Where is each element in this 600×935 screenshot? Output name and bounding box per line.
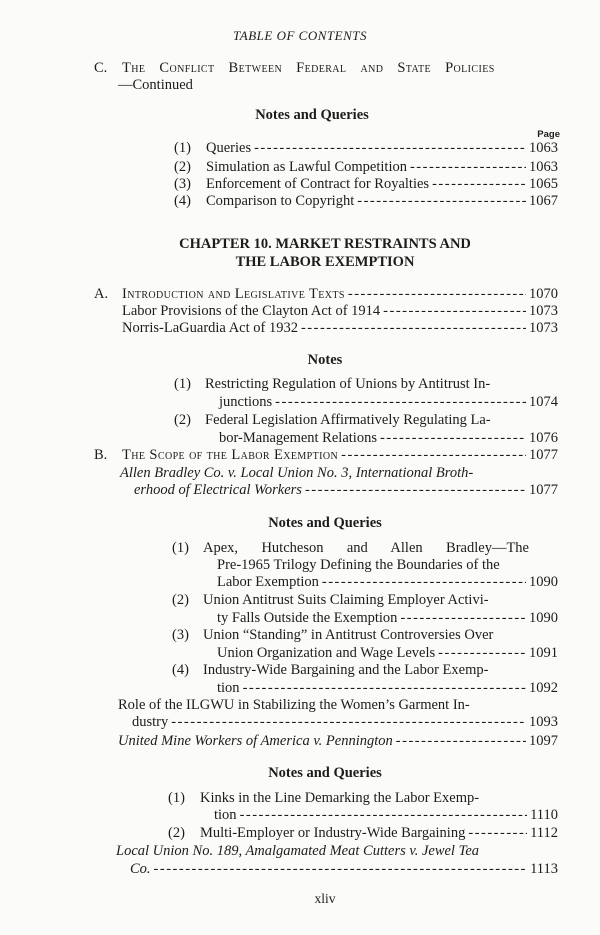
- nq2-item-3-line1: Union “Standing” in Antitrust Controversies Over: [203, 627, 494, 643]
- nq2-item-4-page: 1092: [529, 680, 558, 696]
- notes-item-2-page: 1076: [529, 430, 558, 446]
- nq2-heading: Notes and Queries: [268, 515, 382, 531]
- ilgwu-page: 1093: [529, 714, 558, 730]
- nq1-item-4: [206, 193, 558, 210]
- notes-item-1-line2: junctions: [219, 394, 273, 410]
- leader-dots: [400, 610, 526, 627]
- nq2-item-2: [217, 610, 558, 627]
- leader-dots: [243, 680, 526, 697]
- running-head: TABLE OF CONTENTS: [233, 28, 367, 43]
- section-a-entry-1-text: Labor Provisions of the Clayton Act of 1914: [122, 303, 381, 319]
- notes-item-2: [219, 430, 558, 447]
- nq2-item-4-num: (4): [172, 662, 189, 678]
- local189-case: [130, 861, 558, 878]
- nq2-item-2-line1: Union Antitrust Suits Claiming Employer Activi-: [203, 592, 489, 608]
- nq3-item-2-page: 1112: [530, 825, 558, 841]
- nq2-item-1: [217, 574, 558, 591]
- nq1-heading: Notes and Queries: [255, 107, 369, 123]
- section-a-entry-1: [122, 303, 558, 320]
- page-column-label: Page: [537, 129, 560, 140]
- leader-dots: [468, 825, 527, 842]
- section-b: [122, 447, 558, 464]
- nq3-item-1-line1: Kinks in the Line Demarking the Labor Exemp-: [200, 790, 480, 806]
- ilgwu-entry: [132, 714, 558, 731]
- allen-bradley-line2: erhood of Electrical Workers: [134, 482, 302, 498]
- notes-item-2-num: (2): [174, 412, 191, 428]
- nq3-item-1: [214, 807, 558, 824]
- page-folio: xliv: [314, 891, 336, 906]
- section-c-title: [122, 60, 534, 77]
- nq2-item-4-line1: Industry-Wide Bargaining and the Labor Exemp-: [203, 662, 489, 678]
- section-a-entry-2: [122, 320, 558, 337]
- leader-dots: [305, 482, 526, 499]
- leader-dots: [410, 159, 526, 176]
- section-c-title-text: The Conflict Between Federal and State Policies: [122, 60, 495, 76]
- nq1-item-4-text: Comparison to Copyright: [206, 193, 355, 209]
- notes-item-1-page: 1074: [529, 394, 558, 410]
- umw-case-page: 1097: [529, 733, 558, 749]
- allen-bradley-page: 1077: [529, 482, 558, 498]
- nq2-item-3-num: (3): [172, 627, 189, 643]
- section-a-entry-1-page: 1073: [529, 303, 558, 319]
- nq1-item-3-page: 1065: [529, 176, 558, 192]
- umw-case-title: United Mine Workers of America v. Pennington: [118, 733, 393, 749]
- notes-item-1: [219, 394, 558, 411]
- nq3-item-2-num: (2): [168, 825, 185, 841]
- nq1-item-2: [206, 159, 558, 176]
- nq2-item-1-line1: Apex, Hutcheson and Allen Bradley—The: [203, 540, 529, 556]
- nq2-item-4-line2: tion: [217, 680, 240, 696]
- section-c-letter: C.: [94, 60, 108, 76]
- nq1-item-2-num: (2): [174, 159, 191, 175]
- chapter-heading-line1: CHAPTER 10. MARKET RESTRAINTS AND: [179, 236, 471, 252]
- nq2-item-1-num: (1): [172, 540, 189, 556]
- leader-dots: [348, 286, 526, 303]
- umw-case: [118, 733, 558, 750]
- leader-dots: [275, 394, 526, 411]
- nq3-item-2: [200, 825, 558, 842]
- nq1-item-4-page: 1067: [529, 193, 558, 209]
- leader-dots: [171, 714, 526, 731]
- notes-item-2-line1: Federal Legislation Affirmatively Regulating La-: [205, 412, 491, 428]
- section-a-entry-2-page: 1073: [529, 320, 558, 336]
- nq3-item-2-text: Multi-Employer or Industry-Wide Bargaining: [200, 825, 466, 841]
- section-b-title: The Scope of the Labor Exemption: [122, 447, 339, 463]
- leader-dots: [380, 430, 526, 447]
- leader-dots: [240, 807, 528, 824]
- nq3-heading: Notes and Queries: [268, 765, 382, 781]
- leader-dots: [254, 140, 526, 157]
- nq2-item-3: [217, 645, 558, 662]
- nq2-item-3-line2: Union Organization and Wage Levels: [217, 645, 436, 661]
- section-a-entry-2-text: Norris-LaGuardia Act of 1932: [122, 320, 298, 336]
- notes-item-2-line2: bor-Management Relations: [219, 430, 377, 446]
- allen-bradley-line1: Allen Bradley Co. v. Local Union No. 3, International Broth-: [120, 465, 474, 481]
- nq3-item-1-num: (1): [168, 790, 185, 806]
- section-b-letter: B.: [94, 447, 108, 463]
- leader-dots: [301, 320, 526, 337]
- notes-heading: Notes: [307, 352, 343, 368]
- nq2-item-3-page: 1091: [529, 645, 558, 661]
- local189-page: 1113: [530, 861, 558, 877]
- leader-dots: [383, 303, 526, 320]
- nq2-item-1-line2: Pre-1965 Trilogy Defining the Boundaries of the: [217, 557, 500, 573]
- leader-dots: [154, 861, 528, 878]
- ilgwu-line1: Role of the ILGWU in Stabilizing the Women’s Garment In-: [118, 697, 470, 713]
- nq1-item-3-text: Enforcement of Contract for Royalties: [206, 176, 430, 192]
- local189-line1: Local Union No. 189, Amalgamated Meat Cutters v. Jewel Tea: [116, 843, 480, 859]
- leader-dots: [357, 193, 526, 210]
- nq1-item-1-num: (1): [174, 140, 191, 156]
- allen-bradley-case: [134, 482, 558, 499]
- nq2-item-1-page: 1090: [529, 574, 558, 590]
- nq1-item-2-text: Simulation as Lawful Competition: [206, 159, 407, 175]
- nq1-item-1-text: Queries: [206, 140, 252, 156]
- nq2-item-2-page: 1090: [529, 610, 558, 626]
- leader-dots: [341, 447, 526, 464]
- nq1-item-1: [206, 140, 558, 157]
- nq3-item-1-page: 1110: [530, 807, 558, 823]
- ilgwu-line2: dustry: [132, 714, 169, 730]
- local189-line2: Co.: [130, 861, 151, 877]
- notes-item-1-num: (1): [174, 376, 191, 392]
- section-a-letter: A.: [94, 286, 109, 302]
- nq3-item-1-line2: tion: [214, 807, 237, 823]
- nq2-item-1-line3: Labor Exemption: [217, 574, 319, 590]
- section-c-continued: —Continued: [118, 77, 193, 93]
- nq2-item-2-num: (2): [172, 592, 189, 608]
- nq1-item-3-num: (3): [174, 176, 191, 192]
- section-a-title: Introduction and Legislative Texts: [122, 286, 345, 302]
- nq1-item-1-page: 1063: [529, 140, 558, 156]
- nq2-item-4: [217, 680, 558, 697]
- leader-dots: [432, 176, 526, 193]
- section-a: [122, 286, 558, 303]
- nq1-item-2-page: 1063: [529, 159, 558, 175]
- leader-dots: [322, 574, 526, 591]
- notes-item-1-line1: Restricting Regulation of Unions by Antitrust In-: [205, 376, 491, 392]
- section-b-page: 1077: [529, 447, 558, 463]
- nq1-item-3: [206, 176, 558, 193]
- nq1-item-4-num: (4): [174, 193, 191, 209]
- leader-dots: [438, 645, 526, 662]
- chapter-heading-line2: THE LABOR EXEMPTION: [235, 254, 415, 270]
- nq2-item-2-line2: ty Falls Outside the Exemption: [217, 610, 398, 626]
- section-a-page: 1070: [529, 286, 558, 302]
- leader-dots: [396, 733, 526, 750]
